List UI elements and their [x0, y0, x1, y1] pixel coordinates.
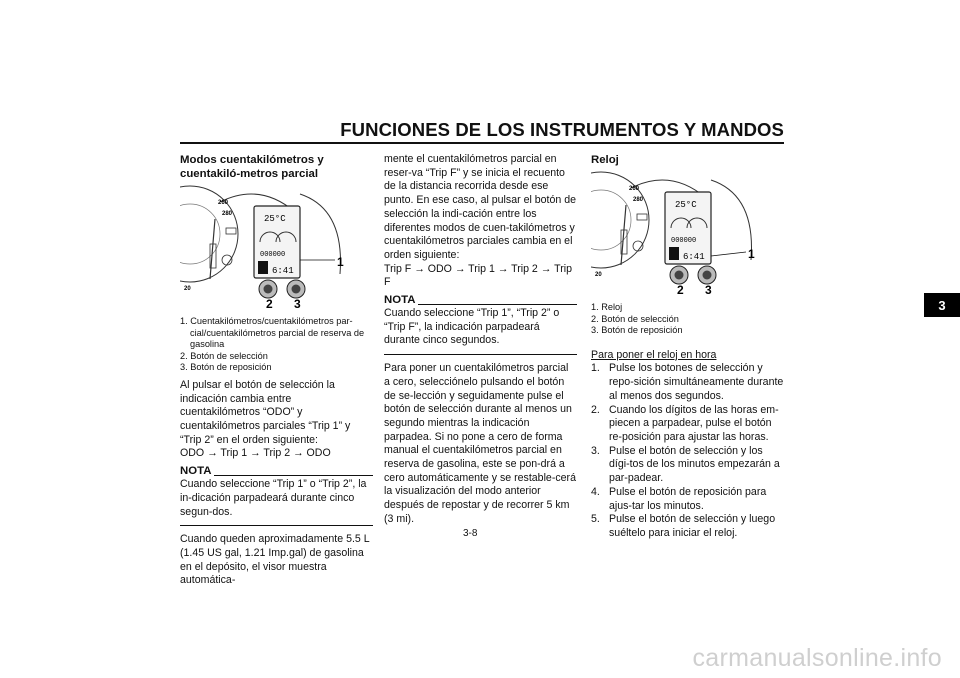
column-odometer — [180, 153, 373, 588]
step-number: 5. — [591, 513, 600, 526]
list-item — [591, 513, 784, 540]
sequence-line: ODO → Trip 1 → Trip 2 → ODO — [180, 447, 331, 460]
note-end-rule — [180, 525, 373, 526]
note-label: NOTA — [384, 294, 416, 307]
lcd-temperature: 25°C — [675, 200, 697, 210]
step-text: Pulse el botón de selección y luego suéltelo para iniciar el reloj. — [609, 513, 776, 539]
section-heading-clock: Reloj — [591, 154, 619, 166]
callout-1: 1 — [337, 255, 344, 269]
dial-label-260: 260 — [629, 186, 640, 192]
figure-captions — [591, 302, 784, 337]
step-text: Pulse el botón de selección y los dígi-tos de los minutos empezarán a par-padear. — [609, 444, 780, 485]
select-button-figure — [670, 266, 688, 284]
lcd-display — [254, 206, 300, 278]
paragraph: Cuando queden aproximadamente 5.5 L (1.45 US gal, 1.21 Imp.gal) de gasolina en el depósito, el visor muestra automática- — [180, 533, 370, 587]
paragraph: Al pulsar el botón de selección la indicación cambia entre cuentakilómetros “ODO” y cuentakilómetros parciales “Trip 1” y “Trip 2” en el orden siguiente: — [180, 378, 351, 446]
note-end-rule — [384, 354, 577, 355]
caption-item: 3. Botón de reposición — [591, 325, 683, 336]
watermark: carmanualsonline.info — [692, 644, 942, 672]
select-button-figure — [259, 280, 277, 298]
note-header — [384, 294, 577, 307]
reset-button-figure — [287, 280, 305, 298]
callout-2: 2 — [266, 297, 273, 310]
note-header — [180, 465, 373, 478]
right-dial — [711, 180, 752, 260]
paragraph: Para poner un cuentakilómetros parcial a cero, selecciónelo pulsando el botón de se-lección y seguidamente pulse el botón de selección durante al menos un segundo mientras la indicación parpadea. Si no pone a cero de forma manual el cuentakilómetros parcial en reserva de gasolina, este se pon-drá a cero automáticamente y se restable-cerá la visualización del modo anterior después de repostar y de recorrer 5 km (3 mi). — [384, 362, 576, 525]
list-item — [591, 486, 784, 513]
caption-item: 3. Botón de reposición — [180, 362, 272, 373]
caption-item: 1. Reloj — [591, 302, 623, 312]
clock-steps — [591, 362, 784, 540]
note-text: Cuando seleccione “Trip 1” o “Trip 2”, la in-dicación parpadeará durante cinco segun-dos. — [180, 478, 367, 518]
list-item — [591, 362, 784, 403]
dial-label-280: 280 — [633, 197, 644, 203]
dial-label-260: 260 — [218, 200, 229, 206]
caption-item: 1. Cuentakilómetros/cuentakilómetros par-cial/cuentakilómetros parcial de reserva de gasolina — [180, 316, 365, 350]
callout-3: 3 — [705, 283, 712, 296]
callout-1: 1 — [748, 247, 755, 261]
lcd-clock: 6:41 — [683, 252, 705, 262]
instrument-cluster-figure-clock — [591, 170, 784, 296]
instrument-cluster-figure — [180, 184, 373, 310]
column-clock — [591, 153, 784, 541]
chapter-tab: 3 — [924, 293, 960, 317]
lcd-display — [665, 192, 711, 264]
caption-item: 2. Botón de selección — [180, 350, 268, 361]
subheading-set-clock: Para poner el reloj en hora — [591, 348, 717, 361]
section-heading-odometer: Modos cuentakilómetros y cuentakiló-metros parcial — [180, 154, 324, 180]
lcd-odometer: 000000 — [671, 237, 697, 245]
step-number: 2. — [591, 403, 600, 416]
dial-label-20: 20 — [184, 286, 191, 292]
header-rule — [180, 142, 784, 144]
step-text: Pulse el botón de reposición para ajus-tar los minutos. — [609, 485, 767, 512]
list-item — [591, 445, 784, 486]
dial-label-20: 20 — [595, 272, 602, 278]
callout-2: 2 — [677, 283, 684, 296]
sequence-line: Trip F → ODO → Trip 1 → Trip 2 → Trip F — [384, 262, 572, 289]
reset-button-figure — [698, 266, 716, 284]
page-number: 3-8 — [463, 528, 478, 539]
step-text: Cuando los dígitos de las horas em-piecen a parpadear, pulse el botón re-posición para ajustar las horas. — [609, 403, 779, 443]
list-item — [591, 404, 784, 445]
page-header-title: FUNCIONES DE LOS INSTRUMENTOS Y MANDOS — [340, 119, 784, 140]
caption-item: 2. Botón de selección — [591, 313, 679, 324]
callout-3: 3 — [294, 297, 301, 310]
note-label: NOTA — [180, 465, 212, 478]
right-dial — [300, 194, 341, 274]
lcd-temperature: 25°C — [264, 214, 286, 224]
dial-label-280: 280 — [222, 211, 233, 217]
step-text: Pulse los botones de selección y repo-sición simultáneamente durante al menos dos segundos. — [609, 362, 784, 402]
paragraph: mente el cuentakilómetros parcial en reser-va “Trip F” y se inicia el recuento de la distancia recorrida desde ese punto. En ese caso, al pulsar el botón de selección la indi-cación entre los diferentes modos de cuen-takilómetros y cuentakilómetros parciales cambia en el orden siguiente: — [384, 153, 576, 261]
step-number: 1. — [591, 362, 600, 375]
step-number: 3. — [591, 444, 600, 457]
column-trip-reserve — [384, 153, 577, 527]
figure-captions — [180, 316, 373, 374]
callout-leader-1 — [711, 252, 746, 256]
lcd-odometer: 000000 — [260, 251, 286, 259]
step-number: 4. — [591, 485, 600, 498]
note-text: Cuando seleccione “Trip 1”, “Trip 2” o “Trip F”, la indicación parpadeará durante cinco segundos. — [384, 307, 560, 347]
lcd-clock: 6:41 — [272, 266, 294, 276]
